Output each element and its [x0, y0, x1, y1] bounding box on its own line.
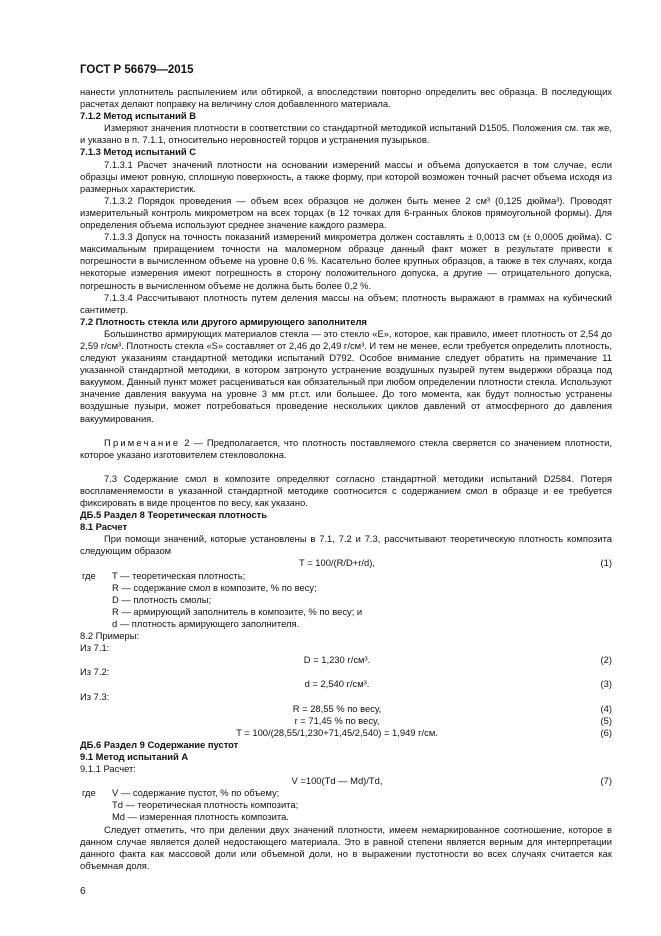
- page-number: 6: [80, 886, 86, 897]
- where-T: T — теоретическая плотность;: [112, 569, 246, 581]
- heading-9-1: 9.1 Метод испытаний А: [80, 750, 189, 762]
- equation-7-text: V =100(Td — Md)/Td,: [291, 775, 383, 787]
- equation-4-text: R = 28,55 % по весу,: [292, 702, 382, 714]
- where-Td: Td — теоретическая плотность композита;: [112, 799, 299, 811]
- where-label-2: где: [82, 787, 96, 799]
- heading-7-1-2: 7.1.2 Метод испытаний B: [80, 110, 196, 122]
- equation-3-number: (3): [600, 678, 612, 690]
- equation-7: [80, 775, 612, 787]
- where-d: d — плотность армирующего заполнителя.: [112, 617, 300, 629]
- equation-1: [80, 557, 612, 569]
- paragraph-8-2: 8.2 Примеры:: [80, 630, 140, 642]
- heading-db6: ДБ.6 Раздел 9 Содержание пустот: [80, 738, 239, 750]
- equation-6: [80, 727, 612, 739]
- equation-7-number: (7): [600, 775, 612, 787]
- equation-2-number: (2): [600, 654, 612, 666]
- paragraph-8-1: При помощи значений, которые установлены в 7.1, 7.2 и 7.3, рассчитывают теоретическую плотность композита следующим образом: [80, 533, 612, 557]
- paragraph-continuation: нанести уплотнитель распылением или обтиркой, а впоследствии повторно определить вес образца. В последующих расчетах делают поправку на величину слоя добавленного материала.: [80, 86, 612, 110]
- heading-8-1: 8.1 Расчет: [80, 521, 128, 533]
- paragraph-7-1-3-2: 7.1.3.2 Порядок проведения — объем всех образцов не должен быть менее 2 см³ (0,125 дюйма³). Проводят измерительный контроль микрометром на всех торцах (в 12 точках для 6-гранных блоков прямоугольной формы). Для определения объема используют среднее значение каждого размера.: [80, 194, 612, 231]
- where-Md: Md — измеренная плотность композита.: [112, 811, 289, 823]
- paragraph-7-2: Большинство армирующих материалов стекла — это стекло «E», которое, как правило, имеет плотность от 2,54 до 2,59 г/см³. Плотность стекла «S» составляет от 2,46 до 2,49 г/см³. И тем не менее, если требуется определить плотность, следуют указаниям стандартной методики испытаний D792. Особое внимание следует обратить на примечание 11 указанной стандартной методики, в котором затронуто устранение воздушных пузырей путем выдержки образца под вакуумом. Данный пункт может расцениваться как обязательный при любом определении плотности стекла. Используют значение давления вакуума на уровне 3 мм рт.ст. или большее. До того момента, как будут полностью устранены воздушные пузыри, может потребоваться проведение нескольких циклов давлений от атмосферного до давления вакуумирования.: [80, 327, 612, 424]
- heading-7-1-3: 7.1.3 Метод испытаний C: [80, 146, 196, 158]
- equation-3: [80, 678, 612, 690]
- note-label: Примечание: [104, 436, 181, 448]
- equation-5-text: r = 71,45 % по весу,: [294, 714, 380, 726]
- from-7-1: Из 7.1:: [80, 642, 110, 654]
- from-7-2: Из 7.2:: [80, 666, 110, 678]
- paragraph-7-1-3-1: 7.1.3.1 Расчет значений плотности на основании измерений массы и объема допускается в том случае, если образцы имеют ровную, сплошную поверхность, а также форму, при которой возможен точный расчет объема исходя из размерных характеристик.: [80, 158, 612, 194]
- note-text: 2 — Предполагается, что плотность поставляемого стекла сверяется со значением плотности, которое указано изготовителем стекловолокна.: [80, 436, 612, 460]
- paragraph-7-1-3-3: 7.1.3.3 Допуск на точность показаний измерений микрометра должен составлять ± 0,0013 см (± 0,0005 дюйма). С максимальным приращением точности на маломерном образце данный факт может в результате привести к погрешности в вычисленном объеме на уровне 0,6 %. Касательно более крупных образцов, а также в тех случаях, когда некоторые измерения имеют погрешность в сторону положительного допуска, а другие — отрицательного допуска, погрешность в вычисленном объеме не должна быть более 0,2 %.: [80, 231, 612, 291]
- page-body: [80, 86, 612, 872]
- from-7-3: Из 7.3:: [80, 690, 110, 702]
- paragraph-closing: Следует отметить, что при делении двух значений плотности, имеем немаркированное соотношение, которое в данном случае является долей недостающего материала. Это в равной степени является верным для интерпретации данного факта как массовой доли или объемной доли, но в выражении пустотности во всех случаях считается как объемная доля.: [80, 823, 612, 871]
- where-block-1: [80, 570, 612, 630]
- standard-header: ГОСТ Р 56679—2015: [80, 64, 194, 76]
- paragraph-7-1-3-4: 7.1.3.4 Рассчитывают плотность путем деления массы на объем; плотность выражают в граммах на кубический сантиметр.: [80, 291, 612, 315]
- paragraph-7-3: 7.3 Содержание смол в композите определяют согласно стандартной методики испытаний D2584. Потеря воспламеняемости в указанной стандартной методике соотносится с содержанием смол в образце и ее требуется фиксировать в виде процентов по весу, как указано.: [80, 472, 612, 508]
- equation-6-text: T = 100/(28,55/1,230+71,45/2,540) = 1,949 г/см.: [236, 726, 438, 738]
- where-D: D — плотность смолы;: [112, 593, 212, 605]
- where-block-2: [80, 787, 612, 823]
- heading-7-2: 7.2 Плотность стекла или другого армирующего заполнителя: [80, 315, 367, 327]
- equation-6-number: (6): [600, 726, 612, 738]
- where-V: V — содержание пустот, % по объему;: [112, 787, 280, 799]
- equation-5: [80, 715, 612, 727]
- equation-1-number: (1): [600, 557, 612, 569]
- paragraph-7-1-2: Измеряют значения плотности в соответствии со стандартной методикой испытаний D1505. Положения см. так же, и указано в п. 7.1.1, относительно неровностей торцов и устранения пузырьков.: [80, 122, 612, 146]
- equation-3-text: d = 2,540 г/см³.: [304, 678, 370, 690]
- equation-1-text: T = 100/(R/D+r/d),: [299, 557, 375, 569]
- heading-db5: ДБ.5 Раздел 8 Теоретическая плотность: [80, 509, 268, 521]
- paragraph-9-1-1: 9.1.1 Расчет:: [80, 763, 136, 775]
- equation-4-number: (4): [600, 702, 612, 714]
- where-label: где: [82, 569, 96, 581]
- note-2: [80, 437, 612, 461]
- equation-2: [80, 654, 612, 666]
- equation-5-number: (5): [600, 714, 612, 726]
- equation-4: [80, 703, 612, 715]
- equation-2-text: D = 1,230 г/см³.: [303, 654, 371, 666]
- where-r: R — армирующий заполнитель в композите, % по весу; и: [112, 605, 363, 617]
- where-R: R — содержание смол в композите, % по весу;: [112, 581, 317, 593]
